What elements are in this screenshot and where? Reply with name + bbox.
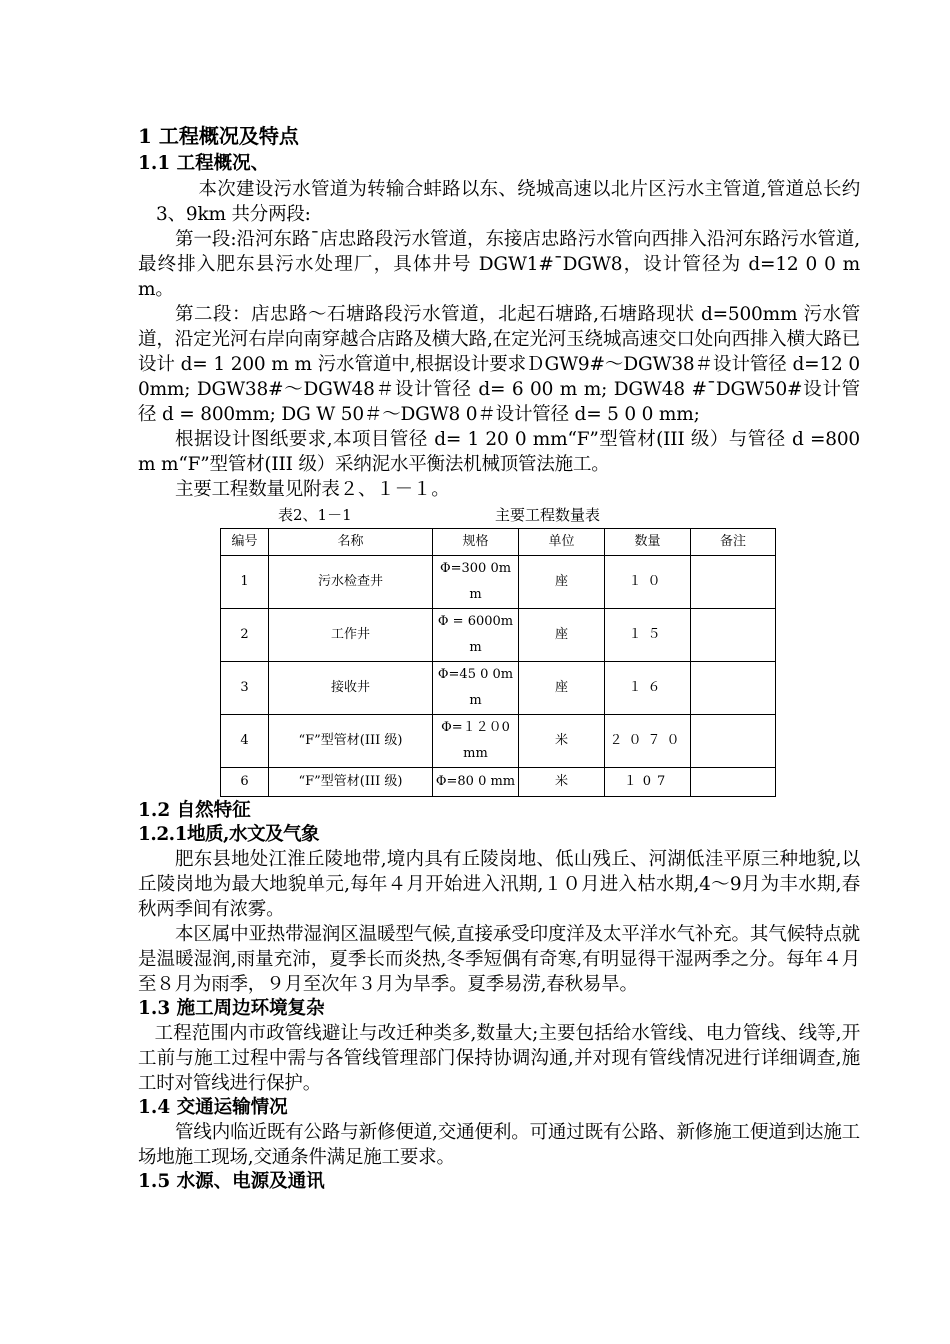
section-heading-1-1: 1.1 工程概况、 [138,153,270,174]
cell-note [691,662,776,715]
header-unit: 单位 [519,529,605,556]
cell-unit: 座 [519,609,605,662]
header-note: 备注 [691,529,776,556]
cell-note [691,715,776,768]
cell-unit: 座 [519,556,605,609]
paragraph-traffic: 管线内临近既有公路与新修便道,交通便利。可通过既有公路、新修施工便道到达施工场地施工现场,交通条件满足施工要求。 [138,1122,860,1168]
paragraph-geology: 肥东县地处江淮丘陵地带,境内具有丘陵岗地、低山残丘、河湖低洼平原三种地貌,以丘陵岗地为最大地貌单元,每年４月开始进入汛期,１０月进入枯水期,4～9月为丰水期,春秋两季间有浓雾。 [138,849,860,920]
cell-note [691,768,776,797]
paragraph-environment: 工程范围内市政管线避让与改迁种类多,数量大;主要包括给水管线、电力管线、线等,开工前与施工过程中需与各管线管理部门保持协调沟通,并对现有管线情况进行详细调查,施工时对管线进行保护。 [138,1023,860,1094]
header-quantity: 数量 [605,529,691,556]
paragraph-overview: 本次建设污水管道为转输合蚌路以东、绕城高速以北片区污水主管道,管道总长约 3、9km 共分两段: [156,179,860,225]
table-header-row [221,529,776,556]
cell-quantity: １０ [605,556,691,609]
table-row [221,715,776,768]
cell-name: 接收井 [269,662,433,715]
table-row [221,609,776,662]
cell-note [691,556,776,609]
cell-id: 6 [221,768,269,797]
cell-id: 4 [221,715,269,768]
section-heading-1-2: 1.2 自然特征 [138,800,251,821]
cell-spec: Φ = 6000mm [433,609,519,662]
paragraph-segment-two: 第二段：店忠路～石塘路段污水管道，北起石塘路,石塘路现状 d=500mm 污水管道，沿定光河右岸向南穿越合店路及横大路,在定光河玉绕城高速交口处向西排入横大路已设计 d= 1 200 m m 污水管道中,根据设计要求ＤGW9#～DGW38＃设计管径 d=12 0 0mm; DGW38#～DGW48＃设计管径 d= 6 00 m m; DGW48 #¯DGW50#设计管径 d = 800mm; DG W 50＃～DGW8 0＃设计管径 d= 5 0 0 mm; [138,304,860,425]
table-number: 表2、1－1 [278,506,352,524]
cell-spec: Φ=45 0 0mm [433,662,519,715]
section-heading-1-5: 1.5 水源、电源及通讯 [138,1171,325,1192]
cell-spec: Φ=１２０0mm [433,715,519,768]
header-spec: 规格 [433,529,519,556]
paragraph-quantity-ref: 主要工程数量见附表２、１－１。 [175,479,450,500]
cell-id: 1 [221,556,269,609]
table-row [221,556,776,609]
cell-unit: 米 [519,715,605,768]
cell-name: 污水检查井 [269,556,433,609]
paragraph-climate: 本区属中亚热带湿润区温暖型气候,直接承受印度洋及太平洋水气补充。其气候特点就是温暖湿润,雨量充沛，夏季长而炎热,冬季短偶有奇寒,有明显得干湿两季之分。每年４月至８月为雨季，９月至次年３月为旱季。夏季易涝,春秋易旱。 [138,924,860,995]
cell-name: 工作井 [269,609,433,662]
cell-spec: Φ=80 0 mm [433,768,519,797]
cell-name: “F”型管材(III 级) [269,715,433,768]
cell-note [691,609,776,662]
cell-id: 3 [221,662,269,715]
cell-name: “F”型管材(III 级) [269,768,433,797]
cell-quantity: １５ [605,609,691,662]
table-title: 主要工程数量表 [495,506,601,524]
section-heading-1: 1 工程概况及特点 [138,124,299,148]
paragraph-segment-one: 第一段:沿河东路¯店忠路段污水管道，东接店忠路污水管向西排入沿河东路污水管道,最终排入肥东县污水处理厂，具体井号 DGW1#¯DGW8，设计管径为 d=12 0 0 m m。 [138,229,860,300]
cell-quantity: １６ [605,662,691,715]
cell-unit: 座 [519,662,605,715]
section-heading-1-2-1: 1.2.1地质,水文及气象 [138,824,319,845]
cell-quantity: １07 [605,768,691,797]
section-heading-1-3: 1.3 施工周边环境复杂 [138,998,325,1019]
cell-unit: 米 [519,768,605,797]
document-page [138,122,860,1194]
table-caption [138,504,860,526]
paragraph-construction-method: 根据设计图纸要求,本项目管径 d= 1 20 0 mm“F”型管材(III 级）与管径 d =800 m m“F”型管材(III 级）采纳泥水平衡法机械顶管法施工。 [138,429,860,475]
header-id: 编号 [221,529,269,556]
section-heading-1-4: 1.4 交通运输情况 [138,1097,288,1118]
cell-spec: Φ=300 0mm [433,556,519,609]
header-name: 名称 [269,529,433,556]
table-row [221,768,776,797]
table-row [221,662,776,715]
cell-quantity: ２０７０ [605,715,691,768]
quantity-table [220,528,776,797]
cell-id: 2 [221,609,269,662]
